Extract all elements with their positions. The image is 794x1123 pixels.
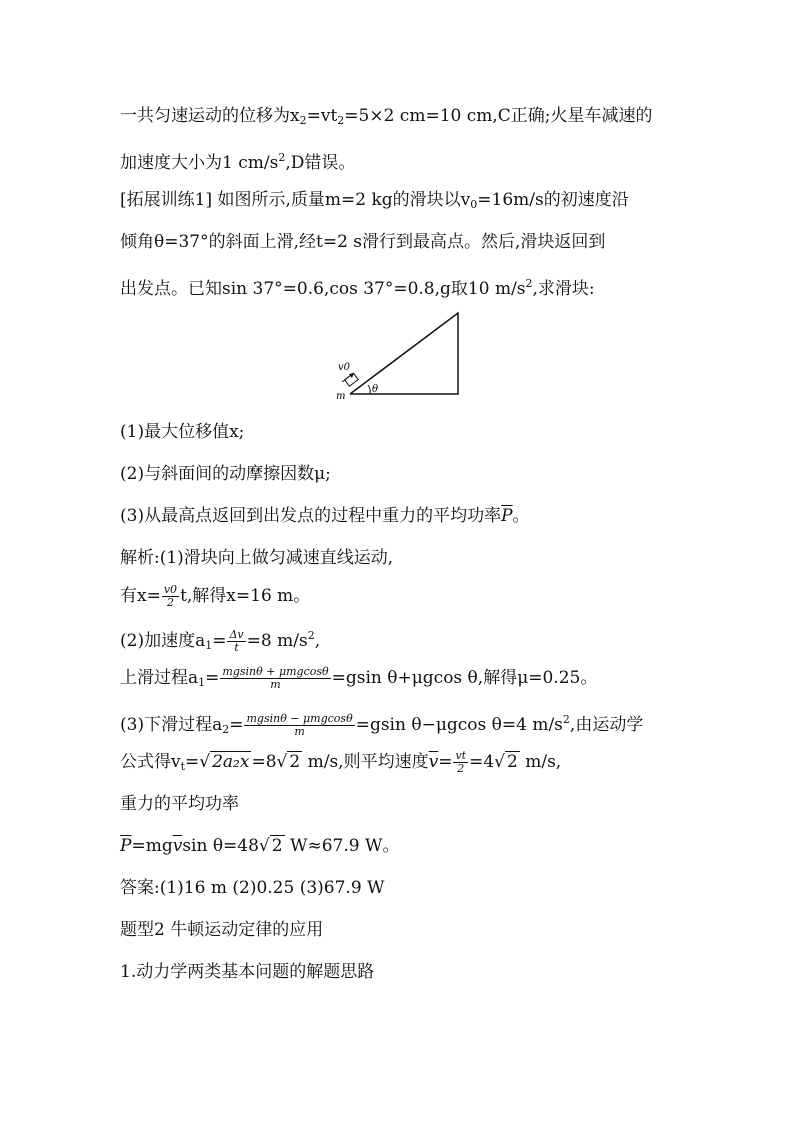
- text: =vt: [306, 106, 338, 126]
- question-3: [120, 504, 530, 528]
- solution-8: [120, 834, 399, 858]
- subscript: 0: [470, 198, 478, 211]
- incline-figure: [330, 310, 470, 409]
- numerator: Δv: [229, 628, 244, 641]
- text: =8 m/s: [246, 631, 308, 651]
- text-line-5: [120, 272, 595, 301]
- denominator: 2: [457, 762, 465, 775]
- text: =√: [185, 752, 211, 772]
- superscript: 2: [307, 629, 315, 642]
- text: 出发点。已知sin 37°=0.6,cos 37°=0.8,g取10 m/s: [120, 279, 526, 299]
- text: (2)加速度a: [120, 631, 206, 651]
- numerator: mgsinθ − μmgcosθ: [246, 712, 353, 725]
- text: ,: [314, 631, 321, 651]
- text: t,解得x=16 m。: [180, 586, 311, 606]
- subscript: 2: [299, 114, 307, 127]
- superscript: 2: [278, 151, 286, 164]
- solution-5: [120, 708, 643, 742]
- radicand: 2: [507, 752, 518, 772]
- text: 有x=: [120, 586, 161, 606]
- text: (3)从最高点返回到出发点的过程中重力的平均功率: [120, 506, 502, 526]
- solution-7: 重力的平均功率: [120, 794, 239, 814]
- text-line-3: [120, 188, 629, 217]
- text: =: [205, 668, 220, 688]
- fraction: [227, 629, 245, 654]
- superscript: 2: [525, 277, 533, 290]
- text: ,求滑块:: [532, 279, 595, 299]
- text: ,D错误。: [285, 153, 356, 173]
- power-symbol: $\overline{P}$: [501, 506, 513, 526]
- text-line-1: [120, 104, 653, 133]
- radicand: 2: [271, 836, 283, 856]
- subscript: 2: [337, 114, 345, 127]
- text: =8√: [251, 752, 288, 772]
- text: =16m/s的初速度沿: [477, 190, 629, 210]
- mean-velocity-symbol: $\overline{v}$: [172, 836, 183, 856]
- text: m/s,: [519, 752, 562, 772]
- text: =gsin θ−μgcos θ=4 m/s: [355, 715, 563, 735]
- text-line-4: 倾角θ=37°的斜面上滑,经t=2 s滑行到最高点。然后,滑块返回到: [120, 232, 606, 252]
- text: 加速度大小为1 cm/s: [120, 153, 279, 173]
- power-symbol: $\overline{P}$: [120, 836, 132, 856]
- text: 。: [512, 506, 530, 526]
- text: =5×2 cm=10 cm,C正确;火星车减速的: [344, 106, 653, 126]
- text: m/s,则平均速度: [302, 752, 429, 772]
- fraction: [244, 713, 354, 738]
- denominator: 2: [166, 596, 174, 609]
- theta-label: θ: [372, 384, 379, 395]
- question-2: (2)与斜面间的动摩擦因数μ;: [120, 464, 331, 484]
- text: =: [229, 715, 244, 735]
- solution-3: [120, 624, 320, 658]
- answer-line: 答案:(1)16 m (2)0.25 (3)67.9 W: [120, 878, 385, 898]
- mass-label: m: [336, 391, 346, 402]
- text-line-2: [120, 146, 355, 175]
- text: ,由运动学: [569, 715, 644, 735]
- question-1: (1)最大位移值x;: [120, 422, 245, 442]
- subsection-heading: 1.动力学两类基本问题的解题思路: [120, 962, 375, 982]
- subscript: 2: [222, 723, 230, 736]
- angle-arc: [368, 385, 370, 394]
- denominator: t: [234, 641, 239, 654]
- subscript: 1: [205, 639, 213, 652]
- subscript: t: [180, 760, 186, 773]
- solution-1: 解析:(1)滑块向上做匀减速直线运动,: [120, 548, 394, 568]
- v0-label: v0: [338, 362, 351, 373]
- text: 一共匀速运动的位移为x: [120, 106, 300, 126]
- text: [拓展训练1] 如图所示,质量m=2 kg的滑块以v: [120, 190, 471, 210]
- text: 上滑过程a: [120, 668, 199, 688]
- radicand: 2: [289, 752, 301, 772]
- fraction: [453, 750, 468, 775]
- fraction: [220, 666, 330, 691]
- text: =: [438, 752, 453, 772]
- solution-6: [120, 750, 561, 779]
- text: =: [212, 631, 227, 651]
- subscript: 1: [198, 676, 206, 689]
- text: =gsin θ+μgcos θ,解得μ=0.25。: [331, 668, 598, 688]
- text: =4√: [469, 752, 505, 772]
- text: W≈67.9 W。: [284, 836, 400, 856]
- mean-velocity-symbol: $\overline{v}$: [428, 752, 439, 772]
- numerator: vt: [455, 749, 467, 762]
- radicand: 2a₂x: [212, 752, 250, 772]
- text: sin θ=48√: [182, 836, 270, 856]
- incline-diagram: [330, 310, 470, 405]
- text: =mg: [131, 836, 173, 856]
- denominator: m: [294, 725, 305, 738]
- denominator: m: [270, 678, 281, 691]
- solution-2: [120, 584, 310, 609]
- superscript: 2: [562, 713, 570, 726]
- text: 公式得v: [120, 752, 181, 772]
- numerator: v0: [163, 583, 178, 596]
- fraction: [162, 584, 179, 609]
- text: (3)下滑过程a: [120, 715, 223, 735]
- section-heading: 题型2 牛顿运动定律的应用: [120, 920, 324, 940]
- solution-4: [120, 666, 597, 695]
- incline-triangle: [350, 313, 458, 394]
- numerator: mgsinθ + μmgcosθ: [222, 665, 329, 678]
